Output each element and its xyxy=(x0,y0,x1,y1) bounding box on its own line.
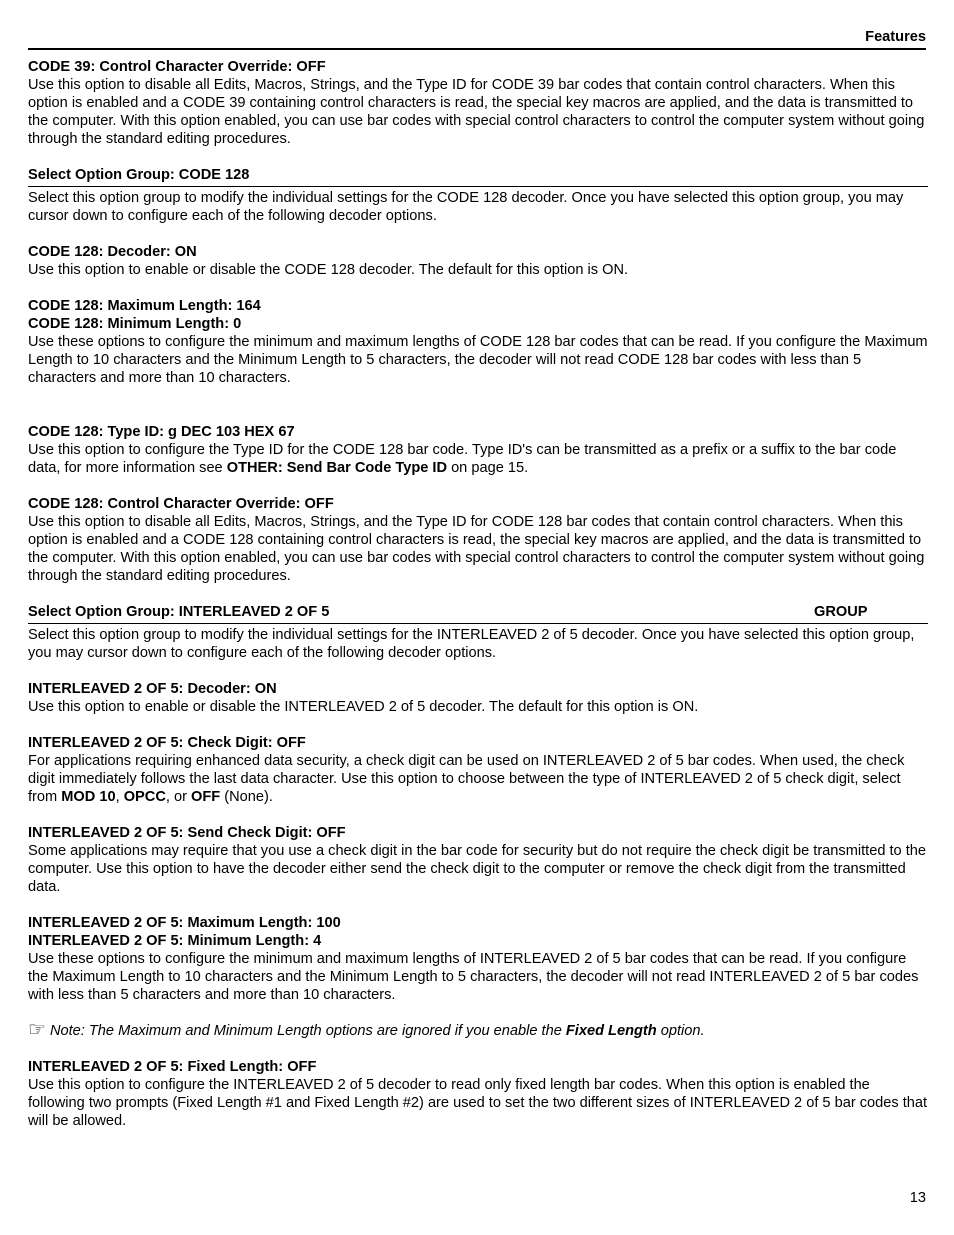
section-title: CODE 39: Control Character Override: OFF xyxy=(28,59,326,75)
section-body: Use this option to configure the INTERLEAVED 2 of 5 decoder to read only fixed length bar codes. When this option is enabled the following two prompts (Fixed Length #1 and Fixed Length #2) are used to set the two different sizes of INTERLEAVED 2 of 5 bar codes that will be allowed. xyxy=(28,1077,928,1129)
body-text: Use this option to configure the Type ID for the CODE 128 bar code. Type ID's can be transmitted as a prefix or a suffix to the bar code data, for more information see xyxy=(28,442,897,476)
note xyxy=(28,1019,928,1041)
section-i25-fixed-length xyxy=(28,1058,928,1130)
section-title: CODE 128: Type ID: g DEC 103 HEX 67 xyxy=(28,424,295,440)
group-title: Select Option Group: CODE 128 xyxy=(28,167,250,183)
section-body: Some applications may require that you use a check digit in the bar code for security but do not require the check digit be transmitted to the computer. Use this option to have the decoder either send the check digit to the computer or remove the check digit from the transmitted data. xyxy=(28,843,927,895)
section-i25-check-digit xyxy=(28,734,928,806)
group-title-right: GROUP xyxy=(814,604,868,620)
section-title: CODE 128: Decoder: ON xyxy=(28,244,197,260)
section-body: Use this option to disable all Edits, Macros, Strings, and the Type ID for CODE 128 bar codes that contain control characters. When this option is enabled and a CODE 128 containing control characters is read, the special key macros are applied, and the data is transmitted to the computer. With this option enabled, you can use bar codes with special control characters to control the computer system without going through the standard editing procedures. xyxy=(28,514,925,584)
section-code39-cco xyxy=(28,58,928,148)
body-text: (None). xyxy=(220,789,273,805)
spacer xyxy=(28,405,928,423)
section-title: CODE 128: Control Character Override: OFF xyxy=(28,496,334,512)
separator: , xyxy=(115,789,124,805)
option-mod10: MOD 10 xyxy=(61,789,116,805)
section-body: Use this option to enable or disable the INTERLEAVED 2 of 5 decoder. The default for this option is ON. xyxy=(28,699,699,715)
cross-reference: OTHER: Send Bar Code Type ID xyxy=(226,460,448,476)
pointing-hand-icon: ☞ xyxy=(28,1019,46,1041)
section-title-max: CODE 128: Maximum Length: 164 xyxy=(28,298,261,314)
note-text: Note: The Maximum and Minimum Length options are ignored if you enable the xyxy=(49,1023,566,1039)
section-code128-cco xyxy=(28,495,928,585)
section-body: Use this option to enable or disable the CODE 128 decoder. The default for this option is ON. xyxy=(28,262,629,278)
section-title: INTERLEAVED 2 OF 5: Fixed Length: OFF xyxy=(28,1059,317,1075)
section-title: INTERLEAVED 2 OF 5: Check Digit: OFF xyxy=(28,735,306,751)
section-body: Use this option to disable all Edits, Macros, Strings, and the Type ID for CODE 39 bar codes that contain control characters. When this option is enabled and a CODE 39 containing control characters is read, the special key macros are applied, and the data is transmitted to the computer. With this option enabled, you can use bar codes with special control characters to control the computer system without going through the standard editing procedures. xyxy=(28,77,925,147)
section-body xyxy=(28,441,928,477)
separator: , or xyxy=(165,789,192,805)
section-title-min: CODE 128: Minimum Length: 0 xyxy=(28,316,242,332)
section-title-min: INTERLEAVED 2 OF 5: Minimum Length: 4 xyxy=(28,933,322,949)
body-text: For applications requiring enhanced data security, a check digit can be used on INTERLEAVED 2 of 5 bar codes. When used, the check digit immediately follows the last data character. Use this option to choose between the type of INTERLEAVED 2 of 5 check digit, select from xyxy=(28,753,905,805)
section-body: Use these options to configure the minimum and maximum lengths of CODE 128 bar codes that can be read. If you configure the Maximum Length to 10 characters and the Minimum Length to 5 characters, the decoder will not read CODE 128 bar codes with less than 5 characters and more than 10 characters. xyxy=(28,334,928,386)
group-title: Select Option Group: INTERLEAVED 2 OF 5 xyxy=(28,604,330,620)
section-i25-length xyxy=(28,914,928,1004)
header-title: Features xyxy=(865,29,926,45)
section-title: INTERLEAVED 2 OF 5: Decoder: ON xyxy=(28,681,277,697)
section-code128-length xyxy=(28,297,928,387)
section-group-code128 xyxy=(28,166,928,225)
page-header xyxy=(28,29,926,50)
section-title: INTERLEAVED 2 OF 5: Send Check Digit: OFF xyxy=(28,825,346,841)
group-heading xyxy=(28,603,928,624)
page-number: 13 xyxy=(909,1190,926,1206)
page-content xyxy=(28,58,928,1148)
option-off: OFF xyxy=(191,789,221,805)
section-body: Select this option group to modify the individual settings for the CODE 128 decoder. Once you have selected this option group, you may cursor down to configure each of the following decoder options. xyxy=(28,190,904,224)
note-emphasis: Fixed Length xyxy=(565,1023,657,1039)
body-text: on page 15. xyxy=(447,460,529,476)
option-opcc: OPCC xyxy=(123,789,166,805)
group-heading xyxy=(28,166,928,187)
section-code128-typeid xyxy=(28,423,928,477)
section-body: Select this option group to modify the individual settings for the INTERLEAVED 2 of 5 decoder. Once you have selected this option group, you may cursor down to configure each of the following decoder options. xyxy=(28,627,915,661)
note-text: option. xyxy=(656,1023,705,1039)
section-code128-decoder xyxy=(28,243,928,279)
section-body: Use these options to configure the minimum and maximum lengths of INTERLEAVED 2 of 5 bar codes that can be read. If you configure the Maximum Length to 10 characters and the Minimum Length to 5 characters, the decoder will not read INTERLEAVED 2 of 5 bar codes with less than 5 characters and more than 10 characters. xyxy=(28,951,919,1003)
section-body xyxy=(28,752,928,806)
section-title-max: INTERLEAVED 2 OF 5: Maximum Length: 100 xyxy=(28,915,341,931)
section-group-i25 xyxy=(28,603,928,662)
section-i25-decoder xyxy=(28,680,928,716)
section-i25-send-check xyxy=(28,824,928,896)
